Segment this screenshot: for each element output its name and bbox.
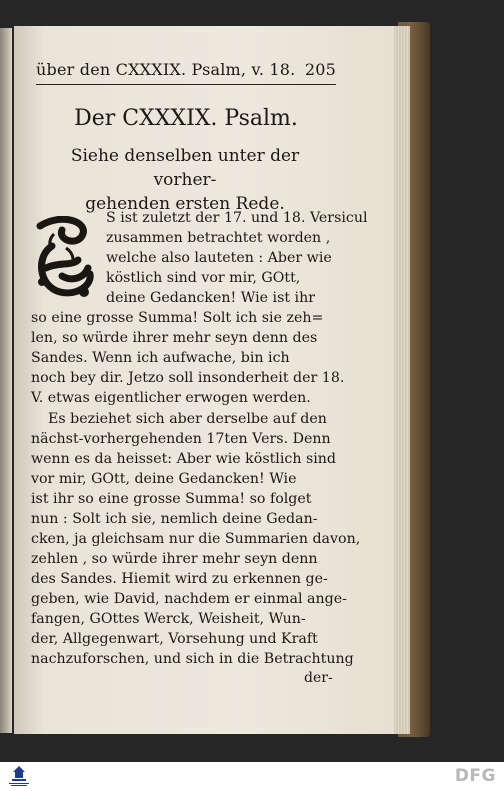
text-line: welche also lauteten : Aber wie — [106, 250, 332, 266]
text-line: noch bey dir. Jetzo soll insonderheit der 18. — [31, 370, 345, 386]
library-logo-icon[interactable] — [6, 764, 32, 789]
left-page-edge — [0, 28, 12, 733]
subheading-line: gehenden ersten Rede. — [85, 194, 285, 214]
catchword: der- — [304, 670, 333, 686]
text-line: köstlich sind vor mir, GOtt, — [106, 270, 301, 286]
subheading — [50, 144, 320, 216]
text-line: wenn es da heisset: Aber wie köstlich sind — [31, 451, 337, 467]
text-line: deine Gedancken! Wie ist ihr — [106, 290, 316, 306]
page-number: 205 — [304, 60, 336, 79]
text-line: des Sandes. Hiemit wird zu erkennen ge- — [31, 571, 328, 587]
running-head-text: über den CXXXIX. Psalm, v. 18. — [36, 60, 296, 79]
text-line: Es beziehet sich aber derselbe auf den — [48, 411, 327, 427]
text-line: so eine grosse Summa! Solt ich sie zeh= — [31, 310, 324, 326]
viewer-footer — [0, 762, 504, 791]
text-line: fangen, GOttes Werck, Weisheit, Wun- — [31, 611, 306, 627]
text-line: nächst-vorhergehenden 17ten Vers. Denn — [31, 431, 331, 447]
text-line: S ist zuletzt der 17. und 18. Versicul — [106, 210, 368, 226]
text-line: len, so würde ihrer mehr seyn denn des — [31, 330, 318, 346]
text-line: cken, ja gleichsam nur die Summarien davon, — [31, 531, 361, 547]
text-line: vor mir, GOtt, deine Gedancken! Wie — [31, 471, 297, 487]
subheading-line: Siehe denselben unter der vorher- — [70, 146, 300, 190]
header-rule — [36, 84, 336, 85]
text-line: V. etwas eigentlicher erwogen werden. — [31, 390, 311, 406]
psalm-title: Der CXXXIX. Psalm. — [74, 106, 298, 131]
text-line: der, Allgegenwart, Vorsehung und Kraft — [31, 631, 318, 647]
text-line: nun : Solt ich sie, nemlich deine Gedan- — [31, 511, 318, 527]
text-line: zehlen , so würde ihrer mehr seyn denn — [31, 551, 318, 567]
running-head — [36, 60, 336, 84]
dfg-logo[interactable]: DFG — [454, 766, 496, 786]
text-line: geben, wie David, nachdem er einmal ange- — [31, 591, 347, 607]
book-page — [14, 26, 394, 734]
text-line: Sandes. Wenn ich aufwache, bin ich — [31, 350, 290, 366]
text-line: zusammen betrachtet worden , — [106, 230, 331, 246]
dropcap-ornament — [32, 216, 98, 302]
text-line: nachzuforschen, und sich in die Betrachtung — [31, 651, 354, 667]
text-line: ist ihr so eine grosse Summa! so folget — [31, 491, 312, 507]
